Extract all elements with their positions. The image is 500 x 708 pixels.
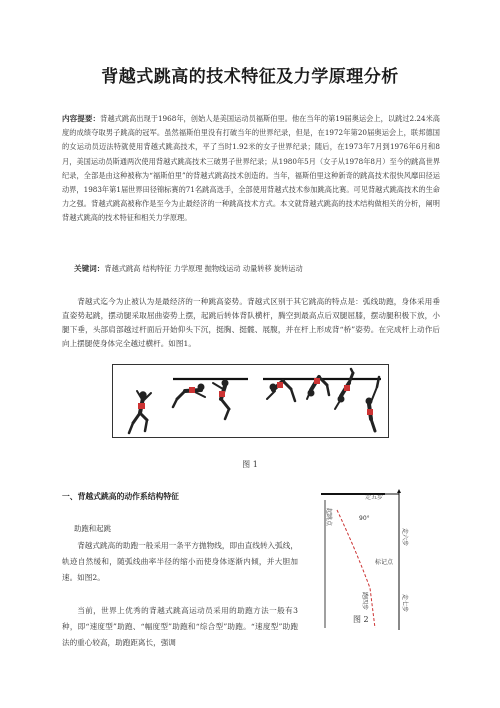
approach-curve-diagram xyxy=(315,488,433,636)
keywords xyxy=(74,263,444,274)
keywords-label: 关键词： xyxy=(74,264,105,273)
label-takeoff: 起跳点 xyxy=(325,508,332,527)
keywords-text: 背越式跳高 结构特征 力学原理 抛物线运动 动量转移 旋转运动 xyxy=(104,264,303,273)
label-seven: 走七步 xyxy=(401,594,408,613)
jumper-figure-4 xyxy=(267,381,295,401)
figure-2-caption: 图 2 xyxy=(353,615,369,624)
label-angle: 90° xyxy=(359,515,370,522)
figure-1-caption: 图 1 xyxy=(242,460,258,469)
section-1-heading: 一、背越式跳高的动作系结构特征 xyxy=(62,492,179,501)
label-top: 走五步 xyxy=(365,494,384,501)
abstract-text: 背越式跳高出现于1968年，创始人是美国运动员福斯伯里。他在当年的第19届奥运会上，以跳过2.24米高度的成绩夺取男子跳高的冠军。虽然福斯伯里没有打破当年的世界纪录，但是，在1972年第20届奥运会上，联邦德国的女运动员迈法特就使用背越式跳高技术，平了当时1.92米的女子世界纪录；随后，在1973年7月到1976年6月和8月，美国运动员斯通两次使用背越式跳高技术三破男子世界纪录；从1980年5月（女子从1978年8月）至今的跳高世界纪录，全部是由这种被称为“福斯伯里”的背越式跳高技术创造的。当年，福斯伯里这种新奇的跳高技术很快风靡田径运动界，1983年第1届世界田径锦标赛的71名跳高选手，全部使用背越式技术参加跳高比赛。可见背越式跳高技术的生命力之强。背越式跳高被称作是至今为止最经济的一种跳高技术方式。本文就背越式跳高的技术结构做相关的分析，阐明背越式跳高的技术特征和相关力学原理。 xyxy=(62,114,440,223)
abstract xyxy=(62,112,440,226)
figure-1-high-jump-sequence xyxy=(112,364,389,438)
jumper-figure-5 xyxy=(307,377,329,399)
label-run4: 跑四步 xyxy=(361,592,368,611)
jumper-figure-3 xyxy=(213,380,229,419)
section-1-paragraph-1: 背越式跳高的助跑一般采用一条平方抛物线，即由直线转入弧线，轨迹自然缓和，随弧线曲率半径的缩小而使身体逐渐内倾，并大胆加速。如图2。 xyxy=(62,541,298,582)
label-mark: 标记点 xyxy=(375,559,394,566)
jumper-figure-7 xyxy=(366,377,379,431)
section-1-paragraph-2: 当前，世界上优秀的背越式跳高运动员采用的助跑方法一般有3种，即“速度型”助跑、“幅度型”助跑和“综合型”助跑。“速度型”助跑法的重心较高，助跑距离长，强调 xyxy=(62,606,298,647)
intro-paragraph: 背越式迄今为止被认为是最经济的一种跳高姿势。背越式区别于其它跳高的特点是：弧线助跑，身体采用垂直姿势起跳，摆动腿采取屈曲姿势上摆，起跳后转体背队横杆，腾空到最高点后双腿屈膝，摆动腿积极下放，小腿下垂，头部肩部越过杆面后开始仰头下沉，挺胸、挺髋、展腹，并在杆上形成背“桥”姿势。在完成杆上动作后向上摆腿使身体完全越过横杆。如图1。 xyxy=(62,297,440,348)
subsection-heading: 助跑和起跳 xyxy=(74,524,111,533)
abstract-label: 内容提要： xyxy=(62,114,101,123)
jumper-figure-6 xyxy=(335,369,353,409)
jumper-figure-1 xyxy=(129,391,151,433)
figure-2-approach-diagram xyxy=(315,488,433,636)
high-jump-sequence-illustration xyxy=(113,365,388,437)
page-title: 背越式跳高的技术特征及力学原理分析 xyxy=(101,67,399,87)
label-six: 走六步 xyxy=(401,528,408,547)
jumper-figure-2 xyxy=(173,384,205,407)
